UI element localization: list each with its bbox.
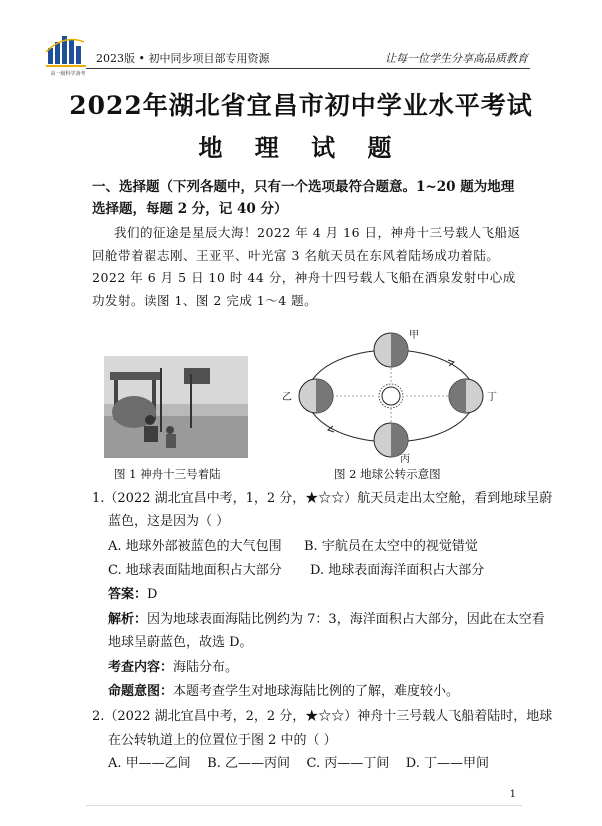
label-bing: 丙 <box>400 454 410 464</box>
q2-options: A. 甲——乙间 B. 乙——丙间 C. 丙——丁间 D. 丁——甲间 <box>108 756 490 771</box>
q1-stem-line1: 1.（2022 湖北宜昌中考，1，2 分，★☆☆）航天员走出太空舱，看到地球呈蔚 <box>92 491 553 506</box>
exam-subtitle: 地 理 试 题 <box>198 133 404 162</box>
header-right: 让每一位学生分享高品质教育 <box>385 52 528 65</box>
analysis-text: 因为地球表面海陆比例约为 7：3，海洋面积占大部分，因此在太空看 <box>147 612 545 627</box>
logo-caption: 高一级科学备考 <box>50 71 86 77</box>
publisher-logo <box>44 30 88 70</box>
q1-option-a: A. 地球外部被蓝色的大气包围 <box>108 539 282 554</box>
section-heading: 一、选择题（下列各题中，只有一个选项最符合题意。1~20 题为地理选择题，每题 2 分，记 40 分） <box>92 179 515 217</box>
header-left: 2023版 • 初中同步项目部专用资源 <box>96 52 270 65</box>
q1-stem-line2: 蓝色，这是因为（ ） <box>108 514 230 529</box>
header-divider <box>86 68 530 69</box>
figure2-caption: 图 2 地球公转示意图 <box>334 467 441 481</box>
intent-text: 本题考查学生对地球海陆比例的了解，难度较小。 <box>173 684 460 699</box>
answer-label: 答案： <box>108 587 148 602</box>
q1-intent <box>108 680 459 703</box>
q1-option-c: C. 地球表面陆地面积占大部分 <box>108 563 282 578</box>
answer-value: D <box>147 587 158 602</box>
q1-option-d: D. 地球表面海洋面积占大部分 <box>310 563 485 578</box>
label-jia: 甲 <box>409 330 419 341</box>
q1-analysis-line1 <box>108 608 545 631</box>
label-yi: 乙 <box>282 392 292 403</box>
analysis-label: 解析： <box>108 612 148 627</box>
intent-label: 命题意图： <box>108 684 174 699</box>
q1-answer <box>108 583 157 606</box>
intro-paragraph: 我们的征途是星辰大海！2022 年 4 月 16 日，神舟十三号载人飞船返回舱带着翟志刚、王亚平、叶光富 3 名航天员在东风着陆场成功着陆。2022 年 6 月 5 日 10 时 44 分，神舟十四号载人飞船在酒泉发射中心成功发射。读图 1、图 2 完成 1～4 题。 <box>92 225 521 308</box>
q1-content <box>108 656 238 679</box>
exam-title: 2022年湖北省宜昌市初中学业水平考试 <box>69 91 533 120</box>
q1-analysis-line2: 地球呈蔚蓝色，故选 D。 <box>108 635 253 650</box>
footer-divider <box>86 805 522 806</box>
content-label: 考查内容： <box>108 660 174 675</box>
q2-stem-line2: 在公转轨道上的位置位于图 2 中的（ ） <box>108 733 337 748</box>
label-ding: 丁 <box>487 392 497 403</box>
orbit-diagram <box>280 326 502 464</box>
landing-photo <box>104 356 248 458</box>
q1-option-b: B. 宇航员在太空中的视觉错觉 <box>304 539 478 554</box>
page-number: 1 <box>509 789 516 800</box>
figure1-caption: 图 1 神舟十三号着陆 <box>114 467 221 481</box>
content-text: 海陆分布。 <box>173 660 239 675</box>
q2-stem-line1: 2.（2022 湖北宜昌中考，2，2 分，★☆☆）神舟十三号载人飞船着陆时，地球 <box>92 709 553 724</box>
